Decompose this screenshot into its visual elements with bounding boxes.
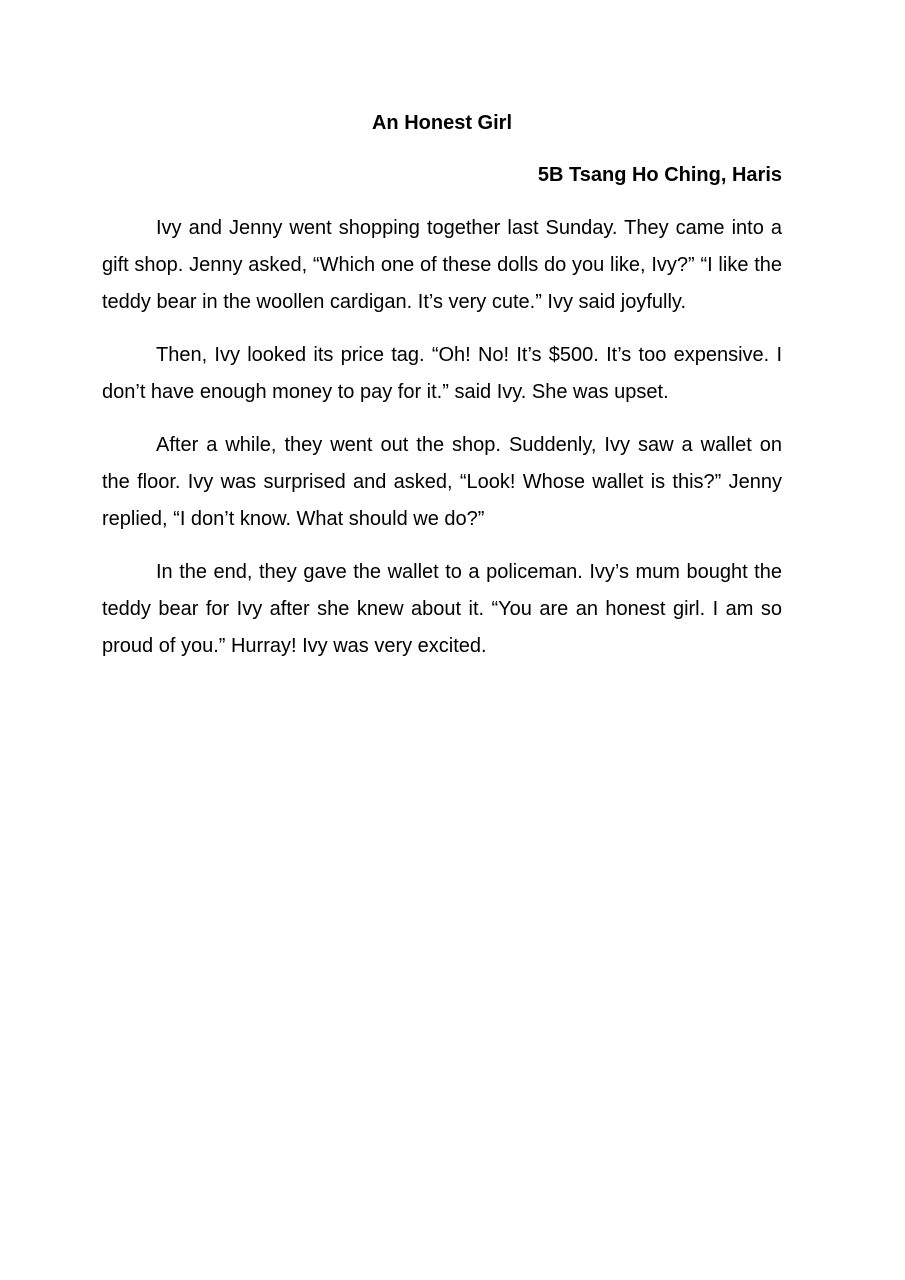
paragraph: After a while, they went out the shop. Suddenly, Ivy saw a wallet on the floor. Ivy was surprised and asked, “Look! Whose wallet is this?” Jenny replied, “I don’t know. What should we do?” <box>102 434 782 530</box>
paragraph: Ivy and Jenny went shopping together last Sunday. They came into a gift shop. Jenny asked, “Which one of these dolls do you like, Ivy?” “I like the teddy bear in the woollen cardigan. It’s very cute.” Ivy said joyfully. <box>102 217 782 313</box>
paragraph: Then, Ivy looked its price tag. “Oh! No! It’s $500. It’s too expensive. I don’t have enough money to pay for it.” said Ivy. She was upset. <box>102 344 782 403</box>
paragraph: In the end, they gave the wallet to a policeman. Ivy’s mum bought the teddy bear for Ivy after she knew about it. “You are an honest girl. I am so proud of you.” Hurray! Ivy was very excited. <box>102 561 782 657</box>
document-page <box>102 108 782 665</box>
author-line: 5B Tsang Ho Ching, Haris <box>537 164 782 186</box>
document-title: An Honest Girl <box>371 112 512 134</box>
